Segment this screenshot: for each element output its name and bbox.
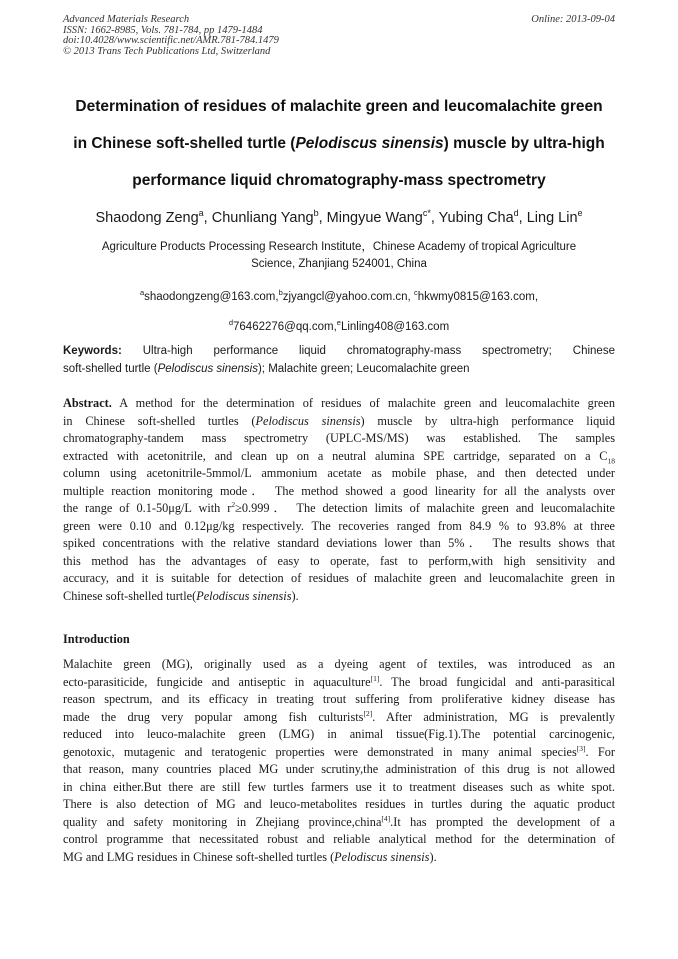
email-mark: e bbox=[336, 317, 341, 327]
author-affil-mark: a bbox=[198, 208, 204, 218]
section-heading: Introduction bbox=[63, 632, 130, 646]
intro-line: reduced into leuco-malachite green (LMG) in animal tissue(Fig.1).The potential carcinogenic, bbox=[63, 727, 615, 741]
intro-line: There is also detection of MG and leuco-metabolites residues in turtles during the aquatic product bbox=[63, 797, 615, 811]
title-line: Determination of residues of malachite green and leucomalachite green bbox=[75, 98, 603, 115]
email-address[interactable]: shaodongzeng@163.com, bbox=[144, 290, 279, 303]
keyword-text: ); Malachite green; Leucomalachite green bbox=[257, 363, 470, 375]
intro-line bbox=[63, 709, 615, 727]
author: Yubing Cha bbox=[438, 209, 514, 226]
journal-copyright: © 2013 Trans Tech Publications Ltd, Switzerland bbox=[63, 45, 271, 57]
paper-title bbox=[40, 88, 638, 199]
author-separator: , bbox=[518, 209, 527, 226]
title-line: performance liquid chromatography-mass spectrometry bbox=[132, 172, 546, 189]
email-mark: b bbox=[278, 288, 283, 297]
abstract-label: Abstract. bbox=[63, 396, 112, 410]
intro-text: . For bbox=[585, 744, 615, 759]
abstract-line bbox=[63, 395, 615, 413]
superscript: 2 bbox=[231, 499, 236, 509]
species-name: Pelodiscus sinensis bbox=[157, 363, 258, 375]
keyword-word: Ultra-high bbox=[142, 345, 193, 357]
abstract-line: column using acetonitrile-5mmol/L ammonium acetate as mobile phase, and then detected under bbox=[63, 466, 615, 480]
intro-line: that reason, many countries placed MG under scrutiny,the administration of this drug is not allowed bbox=[63, 762, 615, 776]
email-mark: d bbox=[228, 317, 234, 327]
intro-line bbox=[63, 674, 615, 692]
keyword-word: spectrometry; bbox=[482, 345, 552, 357]
intro-text: ). bbox=[429, 849, 437, 864]
author: Chunliang Yang bbox=[211, 209, 314, 226]
email-line bbox=[40, 280, 638, 310]
citation-ref[interactable]: [3] bbox=[576, 743, 586, 753]
affiliation bbox=[60, 239, 618, 273]
keyword-word: performance bbox=[213, 345, 279, 357]
keywords-section bbox=[63, 342, 615, 378]
email-line bbox=[40, 310, 638, 340]
author-affil-mark: b bbox=[313, 208, 319, 218]
abstract-text: the range of 0.1-50μg/L with r bbox=[63, 501, 232, 515]
keywords-line bbox=[63, 342, 615, 360]
author-separator: , bbox=[318, 209, 327, 226]
abstract-text: Chinese soft-shelled turtle( bbox=[63, 588, 197, 603]
abstract-line: multiple reaction monitoring mode． The method showed a good linearity for all the analysts over bbox=[63, 483, 615, 498]
abstract-line: chromatography-tandem mass spectrometry (UPLC-MS/MS) was established. The samples bbox=[63, 431, 615, 445]
author: Mingyue Wang bbox=[326, 209, 423, 226]
author-affil-mark: d bbox=[513, 208, 519, 218]
intro-text: ecto-parasiticide, fungicide and antiseptic in aquaculture bbox=[63, 674, 371, 689]
journal-header bbox=[63, 15, 615, 57]
intro-line bbox=[63, 814, 615, 832]
affiliation-line: Science, Zhanjiang 524001, China bbox=[251, 258, 427, 270]
species-name: Pelodiscus sinensis bbox=[334, 849, 430, 864]
intro-text: . After administration, MG is prevalently bbox=[372, 709, 616, 724]
keyword-word: chromatography-mass bbox=[346, 345, 462, 357]
abstract-text: in Chinese soft-shelled turtles ( bbox=[63, 413, 256, 428]
author-affil-mark: e bbox=[577, 208, 583, 218]
email-mark: a bbox=[139, 288, 145, 297]
keyword-text: soft-shelled turtle ( bbox=[63, 363, 158, 375]
abstract-line bbox=[63, 413, 615, 431]
author-emails bbox=[40, 280, 638, 340]
intro-line: Malachite green (MG), originally used as a dyeing agent of textiles, was introduced as an bbox=[63, 657, 615, 671]
abstract-line: spiked concentrations with the relative standard deviations lower than 5%． The results shows that bbox=[63, 536, 615, 550]
author-affil-mark: c* bbox=[422, 208, 431, 218]
author-separator: , bbox=[203, 209, 212, 226]
citation-ref[interactable]: [2] bbox=[363, 708, 373, 718]
intro-line bbox=[63, 849, 615, 867]
abstract-line: accuracy, and it is suitable for detection of residues of malachite green and leucomalachite green in bbox=[63, 571, 615, 585]
email-mark: c bbox=[413, 288, 418, 297]
abstract-text: extracted with acetonitrile, and clean up on a neutral alumina SPE cartridge, separated on a C bbox=[63, 448, 608, 463]
intro-line: control programme that necessitated robust and reliable analytical method for the determination of bbox=[63, 832, 615, 846]
title-text: in Chinese soft-shelled turtle ( bbox=[73, 135, 296, 152]
intro-text: genotoxic, mutagenic and teratogenic properties were demonstrated in many animal species bbox=[63, 744, 577, 759]
abstract-text: A method for the determination of residues of malachite green and leucomalachite green bbox=[119, 396, 615, 410]
citation-ref[interactable]: [4] bbox=[381, 813, 391, 823]
species-name: Pelodiscus sinensis bbox=[196, 588, 292, 603]
intro-line: in china either.But there are still few turtles farmers use it to treatment diseases such as white spot. bbox=[63, 779, 615, 794]
title-line bbox=[40, 125, 638, 162]
keywords-line bbox=[63, 360, 615, 378]
journal-doi: doi:10.4028/www.scientific.net/AMR.781-784.1479 bbox=[63, 35, 279, 46]
email-address[interactable]: zjyangcl@yahoo.com.cn, bbox=[282, 290, 414, 303]
intro-text: made the drug very popular among fish culturists bbox=[63, 709, 364, 724]
intro-line: reason spectrum, and its efficacy in treating trout suffering from proliferative kidney disease has bbox=[63, 692, 615, 706]
species-name: Pelodiscus sinensis bbox=[295, 135, 444, 152]
abstract-text: ). bbox=[291, 588, 299, 603]
online-date: Online: 2013-09-04 bbox=[531, 14, 615, 25]
intro-text: MG and LMG residues in Chinese soft-shelled turtles ( bbox=[63, 849, 335, 864]
author: Ling Lin bbox=[526, 209, 578, 226]
introduction-section bbox=[63, 656, 615, 866]
intro-text: .It has prompted the development of a bbox=[390, 814, 615, 829]
keyword-word: Chinese bbox=[572, 345, 615, 357]
intro-line bbox=[63, 744, 615, 762]
citation-ref[interactable]: [1] bbox=[370, 673, 380, 683]
abstract-text: ≥0.999． The detection limits of malachite green and leucomalachite bbox=[235, 501, 615, 515]
title-text: ) muscle by ultra-high bbox=[443, 135, 605, 152]
keyword-word: liquid bbox=[299, 345, 326, 357]
abstract-line: this method has the advantages of easy to operate, fast to perform,with high sensitivity and bbox=[63, 553, 615, 568]
author: Shaodong Zeng bbox=[95, 209, 199, 226]
intro-text: quality and safety monitoring in Zhejiang province,china bbox=[63, 814, 382, 829]
abstract-section bbox=[63, 395, 615, 605]
affiliation-line: Agriculture Products Processing Research Institute，Chinese Academy of tropical Agriculture bbox=[101, 241, 577, 253]
abstract-text: ) muscle by ultra-high performance liquid bbox=[360, 413, 616, 428]
author-list bbox=[40, 204, 638, 227]
author-separator: , bbox=[430, 209, 439, 226]
email-address[interactable]: Linling408@163.com bbox=[340, 320, 450, 333]
abstract-line: green were 0.10 and 0.12μg/kg respectively. The recoveries ranged from 84.9 % to 93.8% at three bbox=[63, 518, 615, 533]
abstract-line bbox=[63, 500, 615, 518]
abstract-line bbox=[63, 448, 615, 466]
journal-issn: ISSN: 1662-8985, Vols. 781-784, pp 1479-1484 bbox=[63, 24, 263, 36]
keywords-label: Keywords: bbox=[63, 345, 122, 357]
journal-name: Advanced Materials Research bbox=[63, 14, 190, 25]
email-address[interactable]: hkwmy0815@163.com, bbox=[417, 290, 539, 303]
abstract-line bbox=[63, 588, 615, 606]
intro-text: . The broad fungicidal and anti-parasitical bbox=[379, 674, 615, 689]
species-name: Pelodiscus sinensis bbox=[255, 413, 361, 428]
email-address[interactable]: 76462276@qq.com, bbox=[233, 320, 337, 333]
subscript: 18 bbox=[607, 455, 615, 465]
